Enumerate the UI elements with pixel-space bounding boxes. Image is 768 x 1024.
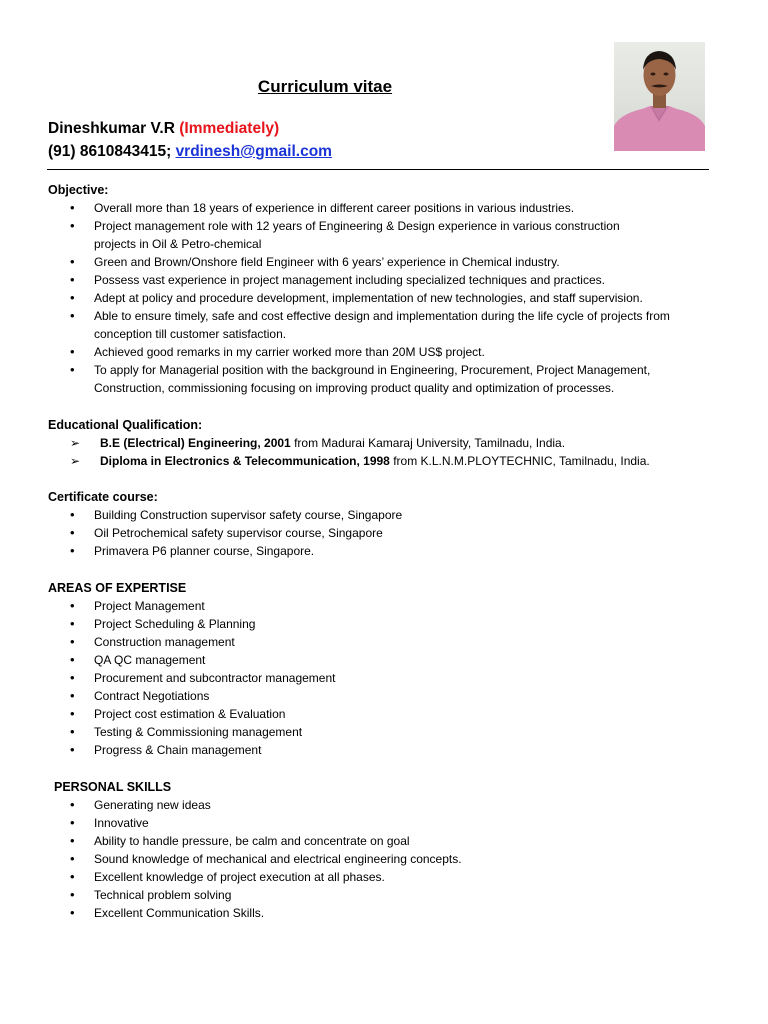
availability-note: (Immediately) bbox=[179, 120, 280, 137]
list-item bbox=[48, 434, 718, 452]
degree-title: Diploma in Electronics & Telecommunication, 1998 bbox=[100, 454, 390, 468]
education-heading: Educational Qualification: bbox=[48, 418, 203, 432]
skills-section bbox=[54, 778, 724, 796]
list-item: • Contract Negotiations bbox=[48, 687, 718, 705]
skills-list bbox=[48, 796, 718, 922]
list-item: • Sound knowledge of mechanical and electrical engineering concepts. bbox=[48, 850, 718, 868]
list-item: • Excellent Communication Skills. bbox=[48, 904, 718, 922]
profile-photo bbox=[614, 42, 705, 151]
objective-list bbox=[48, 199, 718, 397]
list-item: • Procurement and subcontractor management bbox=[48, 669, 718, 687]
expertise-list bbox=[48, 597, 718, 759]
degree-title: B.E (Electrical) Engineering, 2001 bbox=[100, 436, 291, 450]
list-item: • Project Management bbox=[48, 597, 718, 615]
list-item: • Innovative bbox=[48, 814, 718, 832]
list-item: • Project Scheduling & Planning bbox=[48, 615, 718, 633]
list-item: • Able to ensure timely, safe and cost effective design and implementation during the life cycle of projects from conception till customer satisfaction. bbox=[48, 307, 694, 343]
education-list bbox=[48, 434, 718, 470]
candidate-name: Dineshkumar V.R bbox=[48, 120, 175, 137]
list-item: • QA QC management bbox=[48, 651, 718, 669]
objective-heading: Objective: bbox=[48, 183, 109, 197]
email-link[interactable]: vrdinesh@gmail.com bbox=[175, 143, 332, 160]
list-item: • Possess vast experience in project management including specialized techniques and practices. bbox=[48, 271, 718, 289]
list-item: • Progress & Chain management bbox=[48, 741, 718, 759]
list-item: • Building Construction supervisor safety course, Singapore bbox=[48, 506, 718, 524]
page-title: Curriculum vitae bbox=[257, 77, 393, 96]
skills-heading: PERSONAL SKILLS bbox=[54, 780, 172, 794]
list-item: • Testing & Commissioning management bbox=[48, 723, 718, 741]
list-item: • Overall more than 18 years of experience in different career positions in various industries. bbox=[48, 199, 718, 217]
list-item: • Oil Petrochemical safety supervisor course, Singapore bbox=[48, 524, 718, 542]
list-item: • Achieved good remarks in my carrier worked more than 20M US$ project. bbox=[48, 343, 718, 361]
list-item: • Project cost estimation & Evaluation bbox=[48, 705, 718, 723]
expertise-heading: AREAS OF EXPERTISE bbox=[48, 581, 187, 595]
candidate-name-line bbox=[48, 120, 279, 138]
list-item: • Adept at policy and procedure development, implementation of new technologies, and staff supervision. bbox=[48, 289, 718, 307]
list-item: • Ability to handle pressure, be calm and concentrate on goal bbox=[48, 832, 718, 850]
skills-list-wrap bbox=[48, 796, 718, 922]
degree-details: from K.L.N.M.PLOYTECHNIC, Tamilnadu, India. bbox=[389, 454, 650, 468]
list-item: • Primavera P6 planner course, Singapore. bbox=[48, 542, 718, 560]
phone-number: (91) 8610843415; bbox=[48, 143, 172, 160]
objective-section bbox=[48, 181, 718, 397]
list-item: • Project management role with 12 years of Engineering & Design experience in various construction projects in Oil & Petro-chemical bbox=[48, 217, 664, 253]
certificate-heading: Certificate course: bbox=[48, 490, 158, 504]
list-item: • To apply for Managerial position with the background in Engineering, Procurement, Project Management, Construction, commissioning focusing on improving product quality and optimization of processes. bbox=[48, 361, 724, 397]
degree-details: from Madurai Kamaraj University, Tamilnadu, India. bbox=[290, 436, 566, 450]
list-item bbox=[48, 452, 718, 470]
header-divider bbox=[47, 169, 709, 170]
list-item: • Technical problem solving bbox=[48, 886, 718, 904]
expertise-section bbox=[48, 579, 718, 759]
list-item: • Green and Brown/Onshore field Engineer with 6 years’ experience in Chemical industry. bbox=[48, 253, 718, 271]
certificate-list bbox=[48, 506, 718, 560]
education-section bbox=[48, 416, 718, 470]
list-item: • Generating new ideas bbox=[48, 796, 718, 814]
list-item: • Excellent knowledge of project execution at all phases. bbox=[48, 868, 718, 886]
contact-line bbox=[48, 143, 332, 161]
certificate-section bbox=[48, 488, 718, 560]
list-item: • Construction management bbox=[48, 633, 718, 651]
